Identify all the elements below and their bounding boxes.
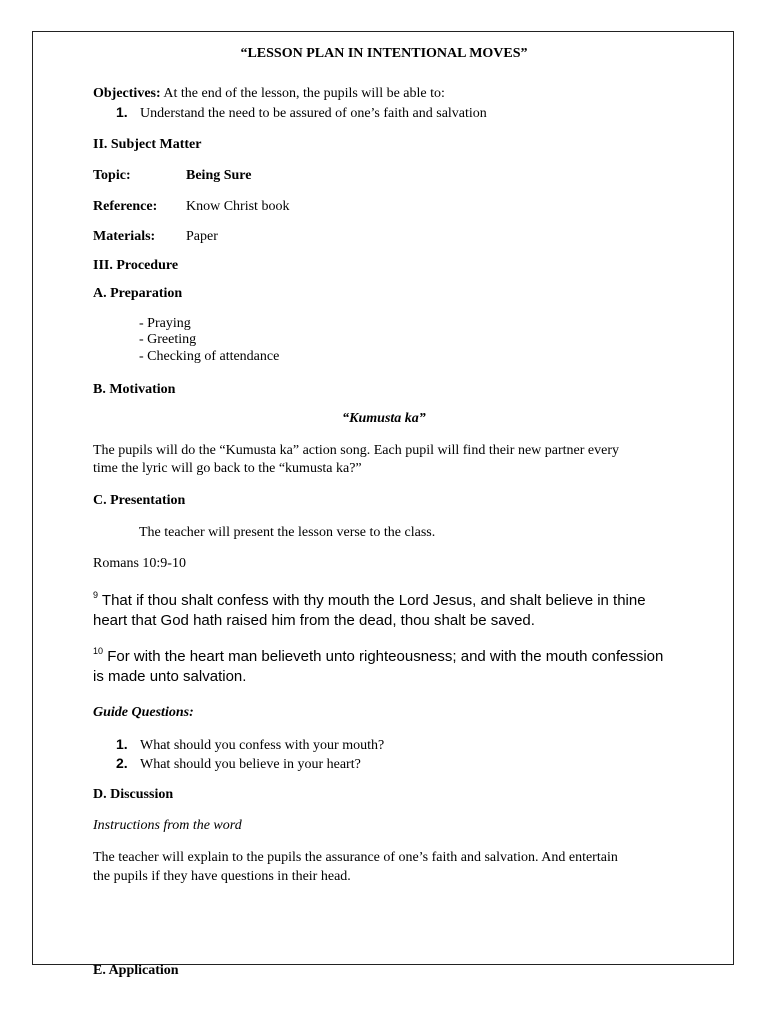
materials-value: Paper: [186, 229, 218, 244]
topic-value: Being Sure: [186, 168, 252, 183]
discussion-text: the pupils if they have questions in their head.: [93, 869, 351, 884]
reference-label: Reference:: [93, 199, 158, 214]
preparation-heading: A. Preparation: [93, 286, 183, 301]
preparation-item: - Praying: [139, 316, 191, 331]
motivation-text: The pupils will do the “Kumusta ka” action song. Each pupil will find their new partner every: [93, 443, 620, 458]
objective-item: [116, 104, 487, 122]
reference-value: Know Christ book: [186, 199, 290, 214]
reference-row: [93, 198, 289, 215]
guide-question: [116, 736, 384, 754]
objective-number: 1.: [116, 104, 128, 120]
discussion-heading: D. Discussion: [93, 787, 174, 802]
song-title: “Kumusta ka”: [342, 411, 426, 426]
topic-label: Topic:: [93, 168, 131, 183]
lesson-title: “LESSON PLAN IN INTENTIONAL MOVES”: [240, 46, 528, 61]
motivation-text: time the lyric will go back to the “kumusta ka?”: [93, 461, 362, 476]
verse-reference: Romans 10:9-10: [93, 556, 186, 571]
objectives-label: Objectives:: [93, 86, 161, 101]
verse-10-line: is made unto salvation.: [93, 668, 247, 685]
materials-row: [93, 228, 218, 245]
verse-9-line: heart that God hath raised him from the dead, thou shalt be saved.: [93, 612, 535, 629]
verse-10-line: [93, 647, 663, 667]
motivation-heading: B. Motivation: [93, 382, 176, 397]
preparation-item: - Greeting: [139, 332, 197, 347]
verse-number: 9: [93, 590, 99, 600]
application-heading: E. Application: [93, 963, 179, 978]
guide-question: [116, 755, 361, 773]
subject-matter-heading: II. Subject Matter: [93, 137, 202, 152]
verse-text: For with the heart man believeth unto righteousness; and with the mouth confession: [107, 648, 664, 665]
discussion-text: The teacher will explain to the pupils the assurance of one’s faith and salvation. And entertain: [93, 850, 618, 865]
verse-number: 10: [93, 646, 104, 656]
preparation-item: - Checking of attendance: [139, 349, 280, 364]
objectives-intro: At the end of the lesson, the pupils will be able to:: [163, 86, 445, 101]
question-text: What should you believe in your heart?: [140, 757, 361, 772]
question-number: 1.: [116, 736, 128, 752]
question-number: 2.: [116, 755, 128, 771]
materials-label: Materials:: [93, 229, 156, 244]
topic-row: [93, 167, 251, 184]
question-text: What should you confess with your mouth?: [140, 738, 385, 753]
presentation-text: The teacher will present the lesson verse to the class.: [139, 525, 436, 540]
verse-text: That if thou shalt confess with thy mouth the Lord Jesus, and shalt believe in thine: [101, 592, 646, 609]
objectives-line: [93, 85, 445, 102]
discussion-subheading: Instructions from the word: [93, 818, 242, 833]
presentation-heading: C. Presentation: [93, 493, 186, 508]
objective-text: Understand the need to be assured of one’s faith and salvation: [140, 106, 487, 121]
procedure-heading: III. Procedure: [93, 258, 179, 273]
verse-9-line: [93, 591, 646, 611]
guide-questions-heading: Guide Questions:: [93, 705, 194, 720]
